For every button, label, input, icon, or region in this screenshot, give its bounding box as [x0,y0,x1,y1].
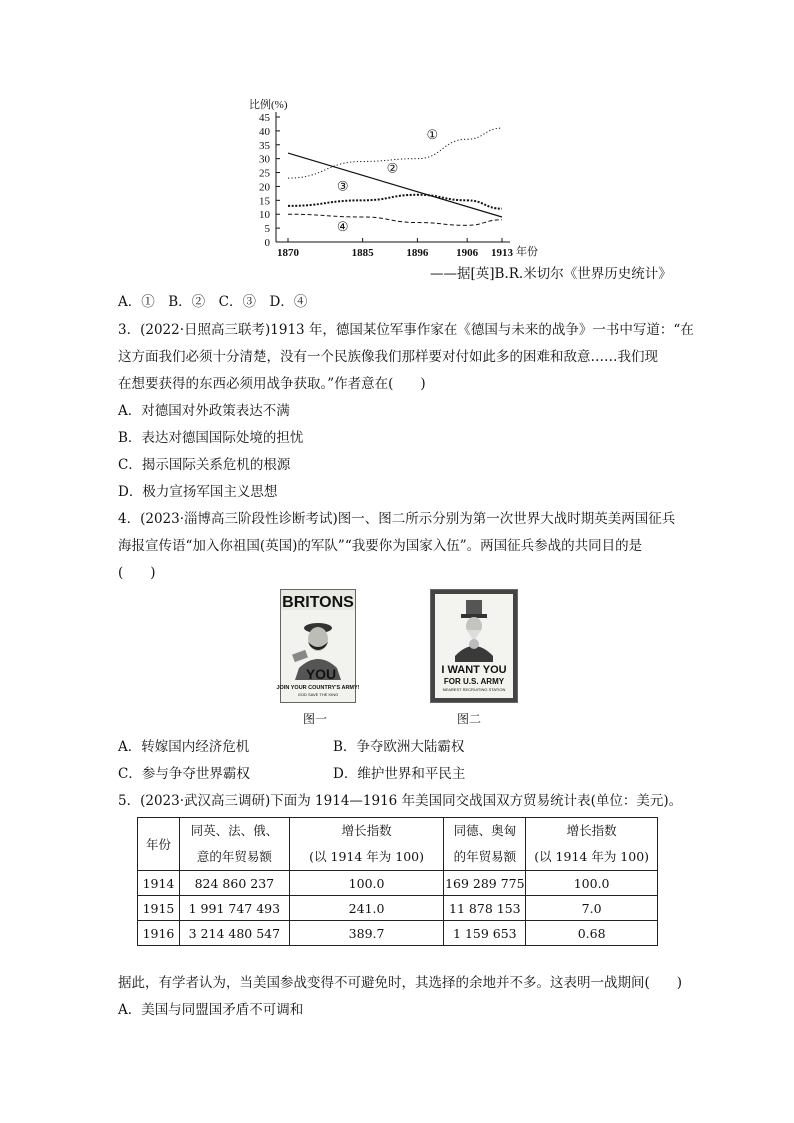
series-line [288,195,502,209]
header-central-trade-a: 同德、奥匈 [444,818,526,845]
q4-option-a[interactable]: A．转嫁国内经济危机 [118,739,250,755]
header-allies-index-b: (以 1914 年为 100) [289,844,444,871]
poster-uncle-sam-art [431,590,517,702]
x-tick-label: 1885 [351,247,374,259]
cell: 3 214 480 547 [179,921,289,946]
header-allies-trade-b: 意的年贸易额 [179,844,289,871]
q4-stem-line1: 4．(2023·淄博高三阶段性诊断考试)图一、图二所示分别为第一次世界大战时期英美两国征兵 [118,511,676,527]
header-allies-index-a: 增长指数 [289,818,444,845]
cell: 100.0 [526,871,658,896]
cell: 1914 [138,871,180,896]
y-tick-label: 20 [259,181,270,194]
svg-text:BRITONS: BRITONS [282,594,354,611]
y-tick-label: 15 [259,195,270,208]
cell: 100.0 [289,871,444,896]
y-tick-label: 45 [259,112,270,124]
svg-text:FOR U.S. ARMY: FOR U.S. ARMY [443,677,505,686]
q4-stem-line2: 海报宣传语“加入你祖国(英国)的军队”“我要你为国家入伍”。两国征兵参战的共同目的是 [118,538,643,554]
x-tick-label: 1913 [491,247,513,259]
line-chart [240,92,538,262]
x-ticks [277,238,514,259]
y-ticks [259,112,280,249]
cell: 169 289 775 [444,871,526,896]
table-header-row-2 [138,844,658,871]
poster-uncle-sam [430,589,518,703]
q4-stem-line3: ( ) [118,565,156,581]
chart-source: ——据[英]B.R.米切尔《世界历史统计》 [430,266,672,282]
cell: 11 878 153 [444,896,526,921]
y-tick-label: 30 [259,153,270,166]
series-label: ④ [336,218,349,234]
poster-britons [276,589,360,703]
q2-options: A．① B．② C．③ D．④ [118,294,308,310]
svg-text:YOU: YOU [305,666,337,682]
y-tick-label: 35 [259,139,270,152]
cell: 7.0 [526,896,658,921]
q4-option-d[interactable]: D．维护世界和平民主 [333,766,466,782]
header-allies-trade-a: 同英、法、俄、 [179,818,289,845]
x-axis-label: 年份 [516,246,538,258]
y-tick-label: 5 [264,223,270,236]
q4-option-b[interactable]: B．争夺欧洲大陆霸权 [333,739,465,755]
table-row [138,921,658,946]
header-year: 年份 [138,818,180,871]
svg-text:I WANT YOU: I WANT YOU [441,664,507,676]
svg-text:GOD SAVE THE KING: GOD SAVE THE KING [297,692,339,697]
cell: 1915 [138,896,180,921]
cell: 1 991 747 493 [179,896,289,921]
q5-option-a[interactable]: A．美国与同盟国矛盾不可调和 [118,1002,304,1018]
poster-britons-art [276,590,360,702]
x-tick-label: 1906 [456,247,479,259]
header-central-index-a: 增长指数 [526,818,658,845]
cell: 0.68 [526,921,658,946]
q3-option-d[interactable]: D．极力宣扬军国主义思想 [118,484,278,500]
table-row [138,896,658,921]
q4-option-c[interactable]: C．参与争夺世界霸权 [118,766,250,782]
header-central-index-b: (以 1914 年为 100) [526,844,658,871]
cell: 241.0 [289,896,444,921]
q5-stem: 5．(2023·武汉高三调研)下面为 1914—1916 年美国同交战国双方贸易统计表(单位：美元)。 [118,793,683,809]
q5-after-text: 据此，有学者认为，当美国参战变得不可避免时，其选择的余地并不多。这表明一战期间( ) [118,975,683,991]
trade-table [137,817,658,946]
cell: 1 159 653 [444,921,526,946]
svg-text:NEAREST RECRUITING STATION: NEAREST RECRUITING STATION [442,687,506,692]
q3-option-a[interactable]: A．对德国对外政策表达不满 [118,403,290,419]
y-tick-label: 0 [264,237,270,249]
cell: 389.7 [289,921,444,946]
q3-stem-line3: 在想要获得的东西必须用战争获取。”作者意在( ) [118,376,426,392]
y-axis-label: 比例(%) [249,99,288,111]
cell: 824 860 237 [179,871,289,896]
table-row [138,871,658,896]
series-label: ② [386,160,399,176]
series-label: ③ [336,178,349,194]
poster2-caption: 图二 [457,712,482,726]
q3-option-b[interactable]: B．表达对德国国际处境的担忧 [118,430,304,446]
header-central-trade-b: 的年贸易额 [444,844,526,871]
cell: 1916 [138,921,180,946]
svg-text:JOIN YOUR COUNTRY'S ARMY!: JOIN YOUR COUNTRY'S ARMY! [276,685,360,691]
x-tick-label: 1896 [406,247,429,259]
series-label: ① [426,127,439,143]
x-tick-label: 1870 [277,247,299,259]
q3-option-c[interactable]: C．揭示国际关系危机的根源 [118,457,291,473]
q3-stem-line1: 3．(2022·日照高三联考)1913 年，德国某位军事作家在《德国与未来的战争》一书中写道：“在 [118,322,694,338]
series-line [288,214,502,225]
q3-stem-line2: 这方面我们必须十分清楚，没有一个民族像我们那样要对付如此多的困难和敌意……我们现 [118,349,658,365]
poster1-caption: 图一 [303,712,328,726]
y-tick-label: 10 [259,209,270,222]
y-tick-label: 25 [259,167,270,180]
y-tick-label: 40 [259,125,270,138]
table-header-row [138,818,658,845]
